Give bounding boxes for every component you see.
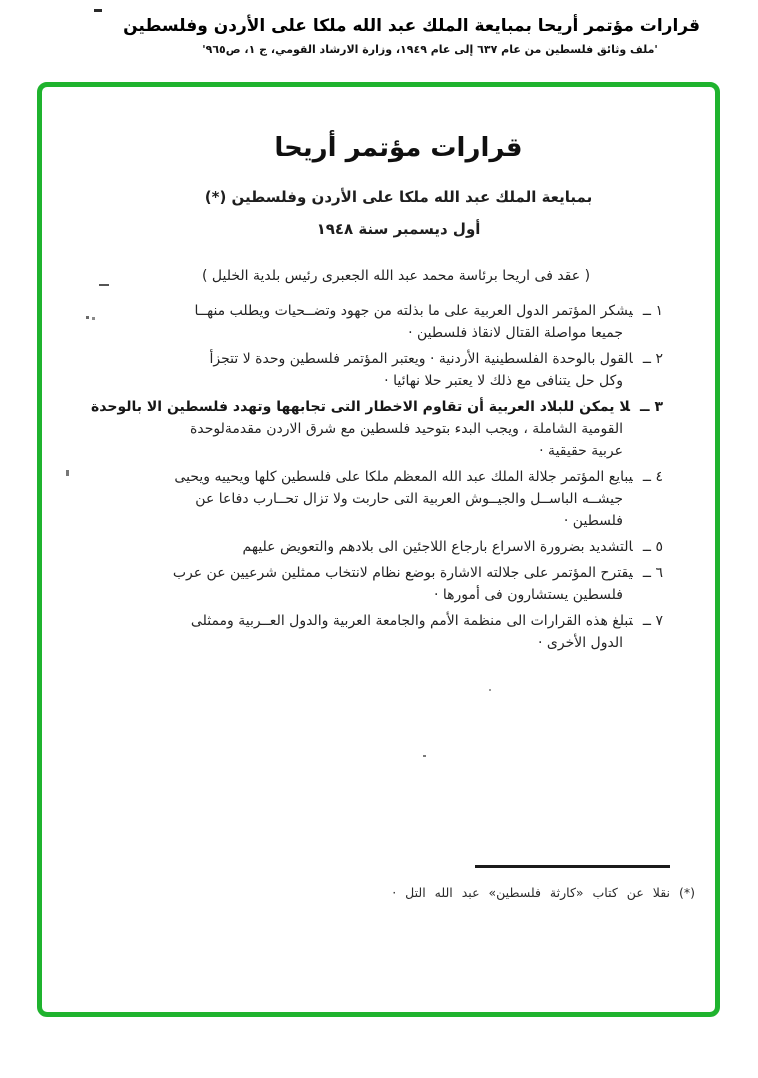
header-source-citation: 'ملف وثائق فلسطين من عام ٦٣٧ إلى عام ١٩٤٩، وزارة الارشاد القومي، ج ١، ص٩٦٥' <box>202 43 658 56</box>
resolution-text: التشديد بضرورة الاسراع بارجاع اللاجئين الى بلادهم والتعويض عليهم <box>242 539 633 556</box>
resolution-item-4 <box>78 466 663 532</box>
scan-artifact <box>99 284 109 286</box>
resolution-line: فلسطين · <box>563 513 623 530</box>
resolution-line <box>78 348 663 370</box>
resolution-text: يبايع المؤتمر جلالة الملك عبد الله المعظم ملكا على فلسطين كلها ويحييه ويحيى <box>174 469 633 486</box>
resolution-line <box>78 562 663 584</box>
scan-artifact <box>489 689 491 691</box>
resolution-line <box>78 466 663 488</box>
document-header <box>123 16 700 56</box>
resolution-line <box>78 396 663 418</box>
resolution-item-6 <box>78 562 663 606</box>
resolution-line: القومية الشاملة ، ويجب البدء بتوحيد فلسطين مع شرق الاردن مقدمةلوحدة <box>190 421 623 438</box>
resolution-item-5 <box>78 536 663 558</box>
document-border-frame <box>37 82 720 1017</box>
resolution-line <box>78 536 663 558</box>
document-subtitle: بمبايعة الملك عبد الله ملكا على الأردن وفلسطين (*) <box>204 188 593 207</box>
resolution-number: ٦ ــ <box>642 565 663 582</box>
resolution-line: فلسطين يستشارون فى أمورها · <box>434 587 623 604</box>
scan-artifact <box>423 755 426 757</box>
resolution-line: وكل حل يتنافى مع ذلك لا يعتبر حلا نهائيا · <box>384 373 623 390</box>
resolution-number: ٢ ــ <box>642 351 663 368</box>
scan-artifact <box>94 9 102 12</box>
resolution-line: جيشــه الباســل والجيــوش العربية التى حاربت ولا تزال تحــارب دفاعا عن <box>195 491 623 508</box>
resolution-line <box>78 300 663 322</box>
resolution-number: ١ ــ <box>642 303 663 320</box>
resolution-number: ٤ ــ <box>642 469 663 486</box>
resolution-text: لا يمكن للبلاد العربية أن تقاوم الاخطار التى تجابهها وتهدد فلسطين الا بالوحدة <box>91 399 630 416</box>
resolution-number: ٥ ــ <box>642 539 663 556</box>
resolution-text: يقترح المؤتمر على جلالته الاشارة بوضع نظام لانتخاب ممثلين شرعيين عن عرب <box>172 565 633 582</box>
resolution-line: جميعا مواصلة القتال لانقاذ فلسطين · <box>408 325 623 342</box>
document-title: قرارات مؤتمر أريحا <box>274 133 523 163</box>
scan-artifact <box>66 470 69 476</box>
resolutions-list <box>78 300 663 654</box>
header-title: قرارات مؤتمر أريحا بمبايعة الملك عبد الله ملكا على الأردن وفلسطين <box>123 16 700 36</box>
resolution-item-2 <box>78 348 663 392</box>
resolution-number: ٧ ــ <box>642 613 663 630</box>
resolution-line: الدول الأخرى · <box>538 635 623 652</box>
resolution-number: ٣ ــ <box>640 399 663 416</box>
resolution-text: القول بالوحدة الفلسطينية الأردنية · ويعتبر المؤتمر فلسطين وحدة لا تتجزأ <box>209 351 633 368</box>
resolution-item-1 <box>78 300 663 344</box>
resolution-text: يشكر المؤتمر الدول العربية على ما بذلته من جهود وتضــحيات ويطلب منهــا <box>194 303 633 320</box>
scan-artifact <box>86 316 89 319</box>
resolution-text: تبلغ هذه القرارات الى منظمة الأمم والجامعة العربية والدول العــربية وممثلى <box>190 613 633 630</box>
document-date: أول ديسمبر سنة ١٩٤٨ <box>316 220 481 239</box>
title-block <box>42 133 715 238</box>
resolution-item-7 <box>78 610 663 654</box>
resolution-line: عربية حقيقية · <box>539 443 623 460</box>
resolution-item-3 <box>78 396 663 462</box>
resolution-line <box>78 610 663 632</box>
footnote-citation: (*) نقلا عن كتاب «كارثة فلسطين» عبد الله التل · <box>392 885 695 900</box>
footnote-separator <box>475 865 670 868</box>
session-intro-line: ( عقد فى اريحا برئاسة محمد عبد الله الجعبرى رئيس بلدية الخليل ) <box>201 268 591 285</box>
